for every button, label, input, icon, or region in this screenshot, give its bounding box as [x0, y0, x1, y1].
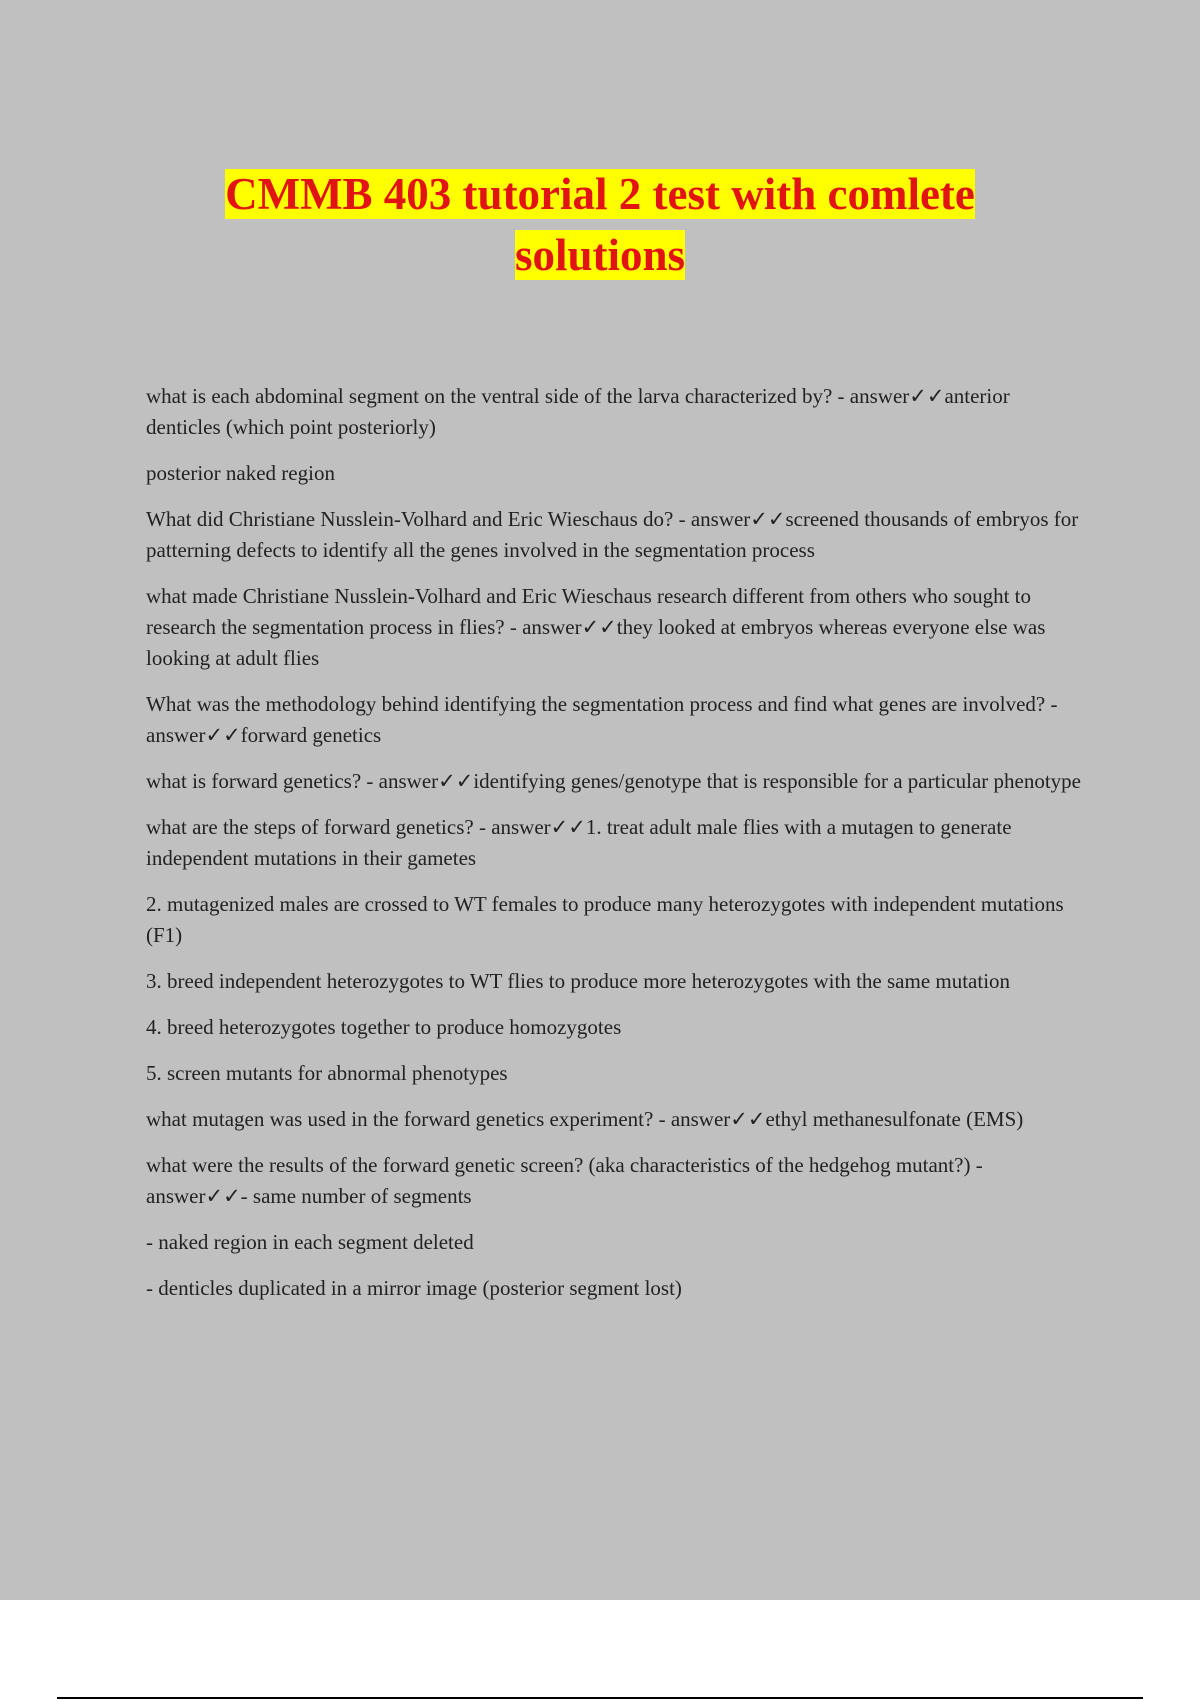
paragraph: what is forward genetics? - answer✓✓identifying genes/genotype that is responsible for a particular phenotype	[146, 769, 1081, 793]
paragraph: 3. breed independent heterozygotes to WT flies to produce more heterozygotes with the same mutation	[146, 969, 1011, 993]
paragraph: - naked region in each segment deleted	[146, 1230, 474, 1254]
paragraph: what made Christiane Nusslein-Volhard and Eric Wieschaus research different from others who sought to research the segmentation process in flies? - answer✓✓they looked at embryos whereas everyone else was looking at adult flies	[146, 584, 1046, 670]
paragraph: What was the methodology behind identifying the segmentation process and find what genes are involved? - answer✓✓forward genetics	[146, 692, 1058, 747]
title-line-2: solutions	[514, 230, 686, 280]
paragraph: What did Christiane Nusslein-Volhard and Eric Wieschaus do? - answer✓✓screened thousands of embryos for patterning defects to identify all the genes involved in the segmentation process	[146, 507, 1079, 562]
paragraph: what mutagen was used in the forward genetics experiment? - answer✓✓ethyl methanesulfonate (EMS)	[146, 1107, 1024, 1131]
paragraph: posterior naked region	[146, 461, 335, 485]
paragraph: what is each abdominal segment on the ventral side of the larva characterized by? - answer✓✓anterior denticles (which point posteriorly)	[146, 384, 1010, 439]
title-line-1: CMMB 403 tutorial 2 test with comlete	[225, 169, 975, 219]
document-body	[146, 381, 1086, 1319]
paragraph: 2. mutagenized males are crossed to WT females to produce many heterozygotes with independent mutations (F1)	[146, 892, 1064, 947]
page-title	[0, 164, 1200, 286]
paragraph: 5. screen mutants for abnormal phenotypes	[146, 1061, 508, 1085]
paragraph: what are the steps of forward genetics? - answer✓✓1. treat adult male flies with a mutagen to generate independent mutations in their gametes	[146, 815, 1012, 870]
paragraph: what were the results of the forward genetic screen? (aka characteristics of the hedgehog mutant?) - answer✓✓- same number of segments	[146, 1153, 983, 1208]
footer-divider	[57, 1697, 1143, 1699]
paragraph: 4. breed heterozygotes together to produce homozygotes	[146, 1015, 622, 1039]
paragraph: - denticles duplicated in a mirror image (posterior segment lost)	[146, 1276, 682, 1300]
